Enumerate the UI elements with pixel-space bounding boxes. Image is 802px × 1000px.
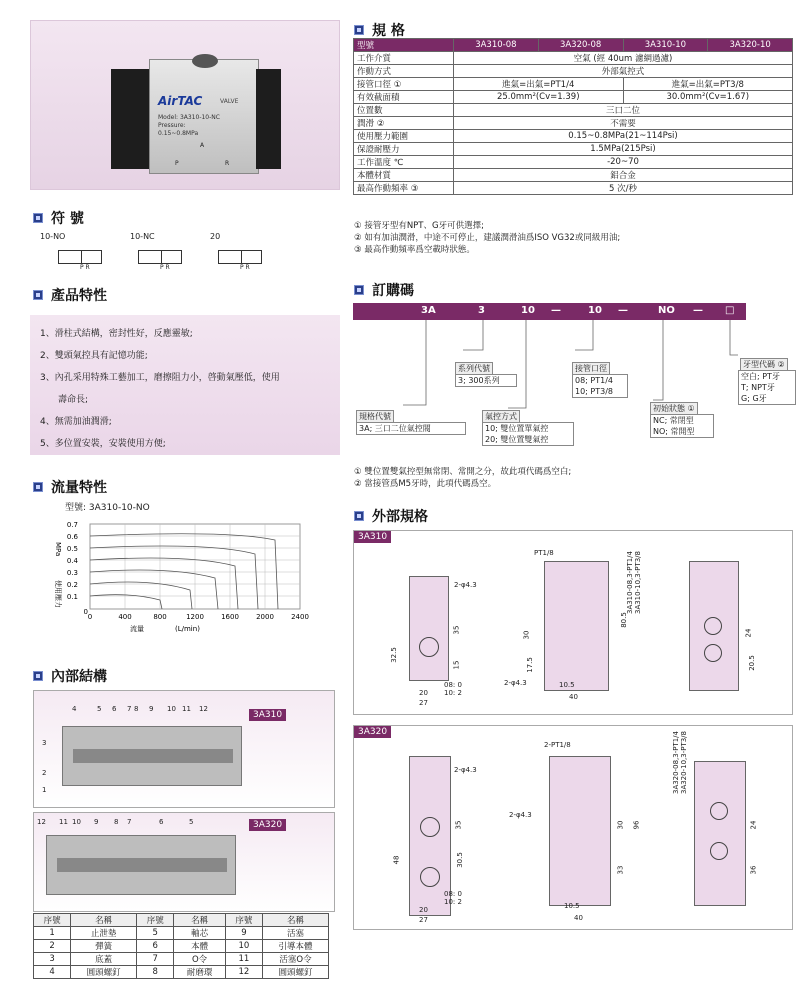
feature-item: 壽命長; — [58, 395, 89, 405]
svg-text:(L/min): (L/min) — [175, 625, 200, 633]
svg-text:800: 800 — [153, 613, 167, 621]
svg-text:0.5: 0.5 — [66, 545, 78, 553]
series-box: 3; 300系列 — [455, 374, 517, 387]
symbol-ports: P R — [160, 264, 170, 271]
feature-item: 1、滑柱式結構，密封性好，反應靈敏; — [40, 329, 193, 339]
outline-3a320-panel: 3A320 2-φ4.3 48 35 30.5 08: 0 10: 2 20 27 2-PT1/8 2-φ4.3 30 96 33 10.5 40 3A320-08,3-PT1/4 3A320-10,3-PT3/8 24 36 — [353, 725, 793, 930]
port-a-label: A — [200, 142, 205, 149]
outline-tag: 3A310 — [354, 531, 391, 543]
svg-text:流量: 流量 — [130, 625, 144, 633]
section-bullet-icon — [33, 213, 43, 223]
valve-main-body — [149, 59, 259, 174]
section-bullet-icon — [33, 482, 43, 492]
spec-row: 使用壓力範圍 0.15~0.8MPa(21~114Psi) — [354, 130, 793, 143]
cross-section-drawing — [46, 835, 236, 895]
svg-text:使用壓力: 使用壓力 — [54, 580, 62, 608]
spec-notes: ① 接管牙型有NPT、G牙可供選擇; ② 如有加油潤滑，中途不可停止，建議潤滑油爲ISO VG32或同級用油; ③ 最高作動頻率爲空載時狀態。 — [354, 221, 621, 255]
section-bullet-icon — [354, 511, 364, 521]
parts-row: 4 圓頭螺釘 8 耐磨環 12 圓頭螺釘 — [34, 966, 329, 979]
ctrl-title: 氣控方式 — [482, 410, 520, 422]
svg-text:0.2: 0.2 — [66, 581, 78, 589]
spec-row: 工作溫度 ℃ -20~70 — [354, 156, 793, 169]
spec-row: 潤滑 ② 不需要 — [354, 117, 793, 130]
svg-text:0.6: 0.6 — [66, 533, 78, 541]
section-bullet-icon — [354, 25, 364, 35]
svg-text:400: 400 — [118, 613, 132, 621]
feature-item: 5、多位置安裝，安裝使用方便; — [40, 439, 166, 449]
svg-text:0: 0 — [87, 613, 93, 621]
valve-symbol-icon — [218, 250, 262, 264]
port-box: 08; PT1/4 10; PT3/8 — [572, 374, 628, 398]
brand-logo: AirTAC — [158, 94, 203, 108]
range-label: 0.15~0.8MPa — [158, 130, 199, 137]
svg-text:1200: 1200 — [186, 613, 204, 621]
symbol-label: 20 — [210, 232, 221, 241]
drawing-side — [544, 561, 609, 691]
spec-code-box: 3A; 三口二位氣控閥 — [356, 422, 466, 435]
section-bullet-icon — [33, 290, 43, 300]
valve-symbol-icon — [58, 250, 102, 264]
spec-row: 接管口徑 ① 進氣=出氣=PT1/4 進氣=出氣=PT3/8 — [354, 78, 793, 91]
valve-label: VALVE — [220, 98, 239, 105]
svg-text:0.7: 0.7 — [66, 521, 78, 529]
symbol-label: 10-NO — [40, 232, 66, 241]
parts-header-row: 序號 名稱 序號 名稱 序號 名稱 — [34, 914, 329, 927]
section-bullet-icon — [33, 671, 43, 681]
valve-symbol-icon — [138, 250, 182, 264]
spec-row: 保證耐壓力 1.5MPa(215Psi) — [354, 143, 793, 156]
inner-3a320-panel: 3A320 12 11 10 9 8 7 6 5 — [33, 812, 335, 912]
svg-text:2000: 2000 — [256, 613, 274, 621]
symbol-heading: 符 號 — [33, 208, 84, 228]
symbol-ports: P R — [240, 264, 250, 271]
spec-row: 本體材質 鋁合金 — [354, 169, 793, 182]
flow-heading: 流量特性 — [33, 477, 107, 497]
features-box — [30, 315, 340, 455]
spec-header-row: 型號 3A310-08 3A320-08 3A310-10 3A320-10 — [354, 39, 793, 52]
pressure-label: Pressure: — [158, 122, 186, 129]
feature-item: 2、雙頭氣控具有記憶功能; — [40, 351, 148, 361]
valve-illustration — [101, 59, 281, 177]
feature-item: 3、內孔采用特殊工藝加工，磨擦阻力小，啓動氣壓低，使用 — [40, 373, 280, 383]
spec-row: 工作介質 空氣 (經 40um 濾網過濾) — [354, 52, 793, 65]
series-title: 系列代號 — [455, 362, 493, 374]
svg-text:0.3: 0.3 — [66, 569, 78, 577]
symbol-diagrams — [40, 232, 330, 272]
flow-chart — [30, 510, 340, 640]
inner-tag: 3A320 — [249, 819, 286, 831]
valve-end-cap-left — [111, 69, 151, 169]
spec-heading: 規 格 — [354, 20, 405, 40]
ctrl-box: 10; 雙位置單氣控 20; 雙位置雙氣控 — [482, 422, 574, 446]
port-hole — [192, 54, 218, 68]
flow-model: 型號: 3A310-10-NO — [65, 503, 150, 513]
svg-text:0: 0 — [83, 608, 88, 616]
parts-row: 3 底蓋 7 O令 11 活塞O令 — [34, 953, 329, 966]
symbol-label: 10-NC — [130, 232, 155, 241]
spec-row: 作動方式 外部氣控式 — [354, 65, 793, 78]
features-heading: 產品特性 — [33, 285, 107, 305]
spec-table — [353, 38, 793, 195]
inner-3a310-panel: 3A310 4 5 6 7 8 9 10 11 12 3 2 1 — [33, 690, 335, 808]
feature-item: 4、無需加油潤滑; — [40, 417, 112, 427]
svg-text:MPa: MPa — [54, 542, 62, 557]
port-r-label: R — [225, 160, 230, 167]
order-code-bar: 3A 3 10 — 10 — NO — □ — [353, 303, 746, 320]
product-photo — [30, 20, 340, 190]
thread-title: 牙型代碼 ② — [740, 358, 788, 370]
drawing-end — [689, 561, 739, 691]
model-label: Model: 3A310-10-NC — [158, 114, 220, 121]
outline-tag: 3A320 — [354, 726, 391, 738]
drawing-front — [409, 576, 449, 681]
outline-3a310-panel: 3A310 2-φ4.3 32.5 35 15 08: 0 10: 2 20 27 PT1/8 30 17.5 2-φ4.3 80.5 10.5 40 3A310-08,3-PT1/4 3A310-10,3-PT3/8 24 20.5 — [353, 530, 793, 715]
order-notes: ① 雙位置雙氣控型無常閉、常開之分，故此項代碼爲空白; ② 當接管爲M5牙時，此項代碼爲空。 — [354, 467, 572, 489]
port-title: 接管口徑 — [572, 362, 610, 374]
parts-row: 2 彈簧 6 本體 10 引導本體 — [34, 940, 329, 953]
parts-table — [33, 913, 329, 979]
spec-row: 有效截面積 25.0mm²(Cv=1.39) 30.0mm²(Cv=1.67) — [354, 91, 793, 104]
port-p-label: P — [175, 160, 179, 167]
order-heading: 訂購碼 — [354, 280, 414, 300]
drawing-side — [549, 756, 611, 906]
svg-text:0.1: 0.1 — [66, 593, 78, 601]
spec-row: 最高作動頻率 ③ 5 次/秒 — [354, 182, 793, 195]
spec-row: 位置數 三口二位 — [354, 104, 793, 117]
svg-text:0.4: 0.4 — [66, 557, 78, 565]
section-bullet-icon — [354, 285, 364, 295]
spec-code-title: 規格代號 — [356, 410, 394, 422]
inner-tag: 3A310 — [249, 709, 286, 721]
valve-end-cap-right — [256, 69, 281, 169]
init-box: NC; 常閉型 NO; 常開型 — [650, 414, 714, 438]
drawing-end — [694, 761, 746, 906]
parts-row: 1 止泄墊 5 軸芯 9 活塞 — [34, 927, 329, 940]
thread-box: 空白; PT牙 T; NPT牙 G; G牙 — [738, 370, 796, 405]
symbol-ports: P R — [80, 264, 90, 271]
svg-text:2400: 2400 — [291, 613, 309, 621]
outline-heading: 外部規格 — [354, 506, 428, 526]
cross-section-drawing — [62, 726, 242, 786]
inner-heading: 內部結構 — [33, 666, 107, 686]
svg-text:1600: 1600 — [221, 613, 239, 621]
init-title: 初始狀態 ① — [650, 402, 698, 414]
